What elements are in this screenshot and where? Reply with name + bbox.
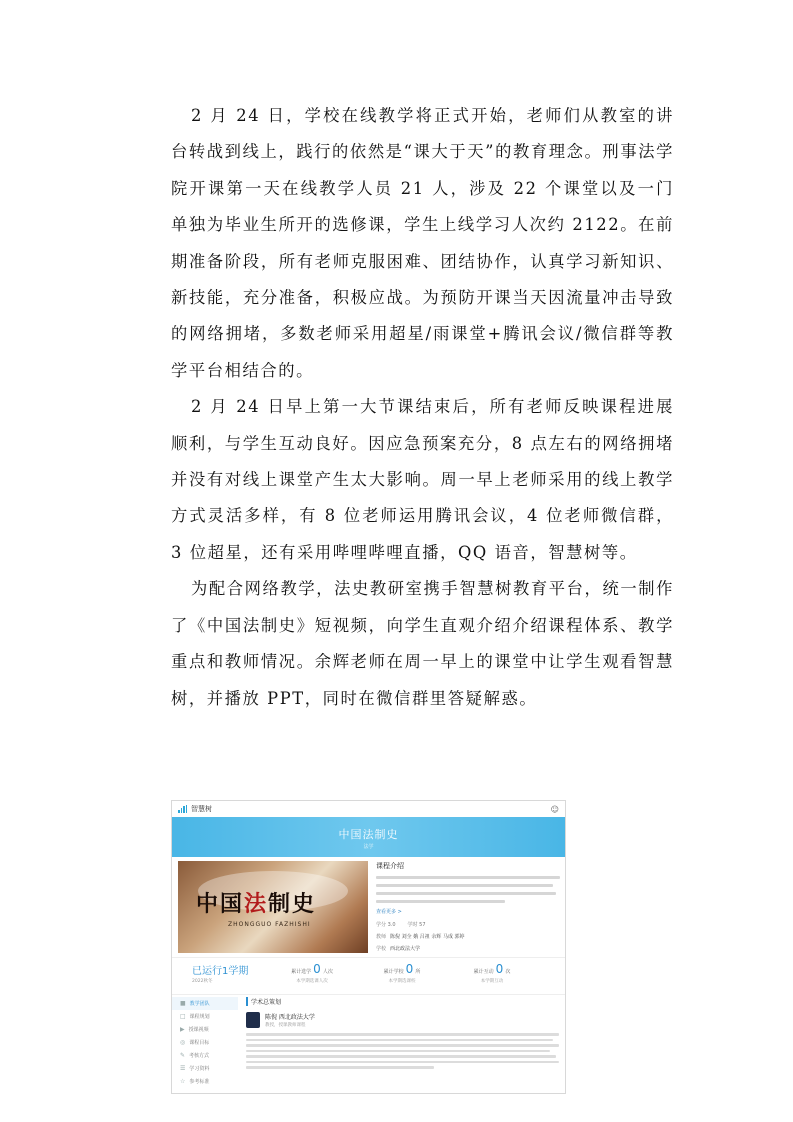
stat-schools: 累计学校 0 所 本学期选课校 bbox=[383, 962, 421, 984]
teacher-bio bbox=[246, 1033, 559, 1069]
semester-info bbox=[192, 962, 248, 984]
side-item-goals[interactable]: ◎ 课程目标 bbox=[180, 1039, 210, 1046]
course-detail bbox=[172, 994, 565, 1094]
side-item-materials[interactable]: ☰ 学习资料 bbox=[180, 1065, 210, 1072]
course-category: 法学 bbox=[363, 844, 374, 850]
course-stats bbox=[172, 957, 565, 994]
course-info bbox=[376, 861, 560, 952]
stat-interactions: 累计互动 0 次 本学期互动 bbox=[473, 962, 511, 984]
course-overview bbox=[172, 857, 565, 957]
section-heading: 学术总策划 bbox=[246, 997, 559, 1006]
paragraph-3: 为配合网络教学，法史教研室携手智慧树教育平台，统一制作了《中国法制史》短视频，向学生直观介绍介绍课程体系、教学重点和教师情况。余辉老师在周一早上的课堂中让学生观看智慧树，并播放 PPT，同时在微信群里答疑解惑。 bbox=[171, 579, 674, 708]
plan-icon: □ bbox=[180, 1013, 186, 1020]
paragraph-2: 2 月 24 日早上第一大节课结束后，所有老师反映课程进展顺利，与学生互动良好。因应急预案充分，8 点左右的网络拥堵并没有对线上课堂产生太大影响。周一早上老师采用的线上教学方式灵活多样，有 8 位老师运用腾讯会议，4 位老师微信群，3 位超星，还有采用哔哩哔哩直播，QQ 语音，智慧树等。 bbox=[171, 397, 674, 562]
course-page-screenshot bbox=[171, 800, 566, 1094]
side-item-assessment[interactable]: ✎ 考核方式 bbox=[180, 1052, 210, 1059]
semester-sub: 2022秋冬 bbox=[192, 979, 213, 984]
teacher-name: 陈倪 西北政法大学 bbox=[265, 1014, 315, 1021]
logo-bars-icon bbox=[178, 805, 188, 813]
credit-value: 学分 3.0 bbox=[376, 922, 396, 928]
teacher-title: 教授，授课教师课程 bbox=[265, 1023, 306, 1028]
logo-text: 智慧树 bbox=[191, 805, 212, 813]
side-item-team[interactable]: ■ 教学团队 bbox=[172, 997, 238, 1010]
side-item-plan[interactable]: □ 课程规划 bbox=[180, 1013, 210, 1020]
materials-icon: ☰ bbox=[180, 1065, 186, 1072]
stat-enrolled: 累计选学 0 人次 本学期选课人次 bbox=[291, 962, 333, 984]
view-more-link[interactable]: 查看更多 > bbox=[376, 909, 402, 915]
course-banner bbox=[172, 817, 565, 857]
user-icon[interactable]: ☺ bbox=[550, 804, 559, 814]
cover-calligraphy: 中国法制史 bbox=[196, 891, 317, 917]
goal-icon: ◎ bbox=[180, 1039, 186, 1046]
cover-pinyin: ZHONGGUO FAZHISHI bbox=[228, 921, 311, 928]
platform-logo[interactable] bbox=[178, 804, 212, 814]
team-icon: ■ bbox=[180, 1000, 186, 1007]
side-item-standards[interactable]: ☆ 参考标准 bbox=[180, 1078, 210, 1085]
assessment-icon: ✎ bbox=[180, 1052, 186, 1059]
paragraph-1: 2 月 24 日，学校在线教学将正式开始，老师们从教室的讲台转战到线上，践行的依然是“课大于天”的教育理念。刑事法学院开课第一天在线教学人员 21 人，涉及 22 个课堂以及一门单独为毕业生所开的选修课，学生上线学习人次约 2122。在前期准备阶段，所有老师克服困难、团结协作，认真学习新知识、新技能，充分准备，积极应战。为预防开课当天因流量冲击导致的网络拥堵，多数老师采用超星/雨课堂+腾讯会议/微信群等教学平台相结合的。 bbox=[171, 106, 674, 380]
teacher-card[interactable] bbox=[246, 1012, 559, 1028]
side-item-videos[interactable]: ▶ 授课视频 bbox=[180, 1026, 209, 1033]
hours-value: 学时 57 bbox=[407, 922, 426, 928]
course-side-nav bbox=[172, 997, 238, 1088]
article-body bbox=[171, 98, 674, 717]
course-cover-image[interactable] bbox=[178, 861, 368, 953]
teacher-avatar bbox=[246, 1012, 260, 1028]
course-title: 中国法制史 bbox=[338, 828, 399, 841]
video-icon: ▶ bbox=[180, 1026, 185, 1033]
team-section bbox=[246, 997, 559, 1072]
semester-title: 已运行1学期 bbox=[192, 966, 249, 977]
teachers-row: 教师 陈倪 刘全 娥 吕祖 余辉 马成 郭婷 bbox=[376, 934, 465, 940]
course-intro-heading: 课程介绍 bbox=[376, 862, 404, 870]
course-meta bbox=[376, 921, 560, 928]
standards-icon: ☆ bbox=[180, 1078, 186, 1085]
platform-top-bar bbox=[172, 801, 565, 817]
school-row: 学校 西北政法大学 bbox=[376, 946, 421, 952]
